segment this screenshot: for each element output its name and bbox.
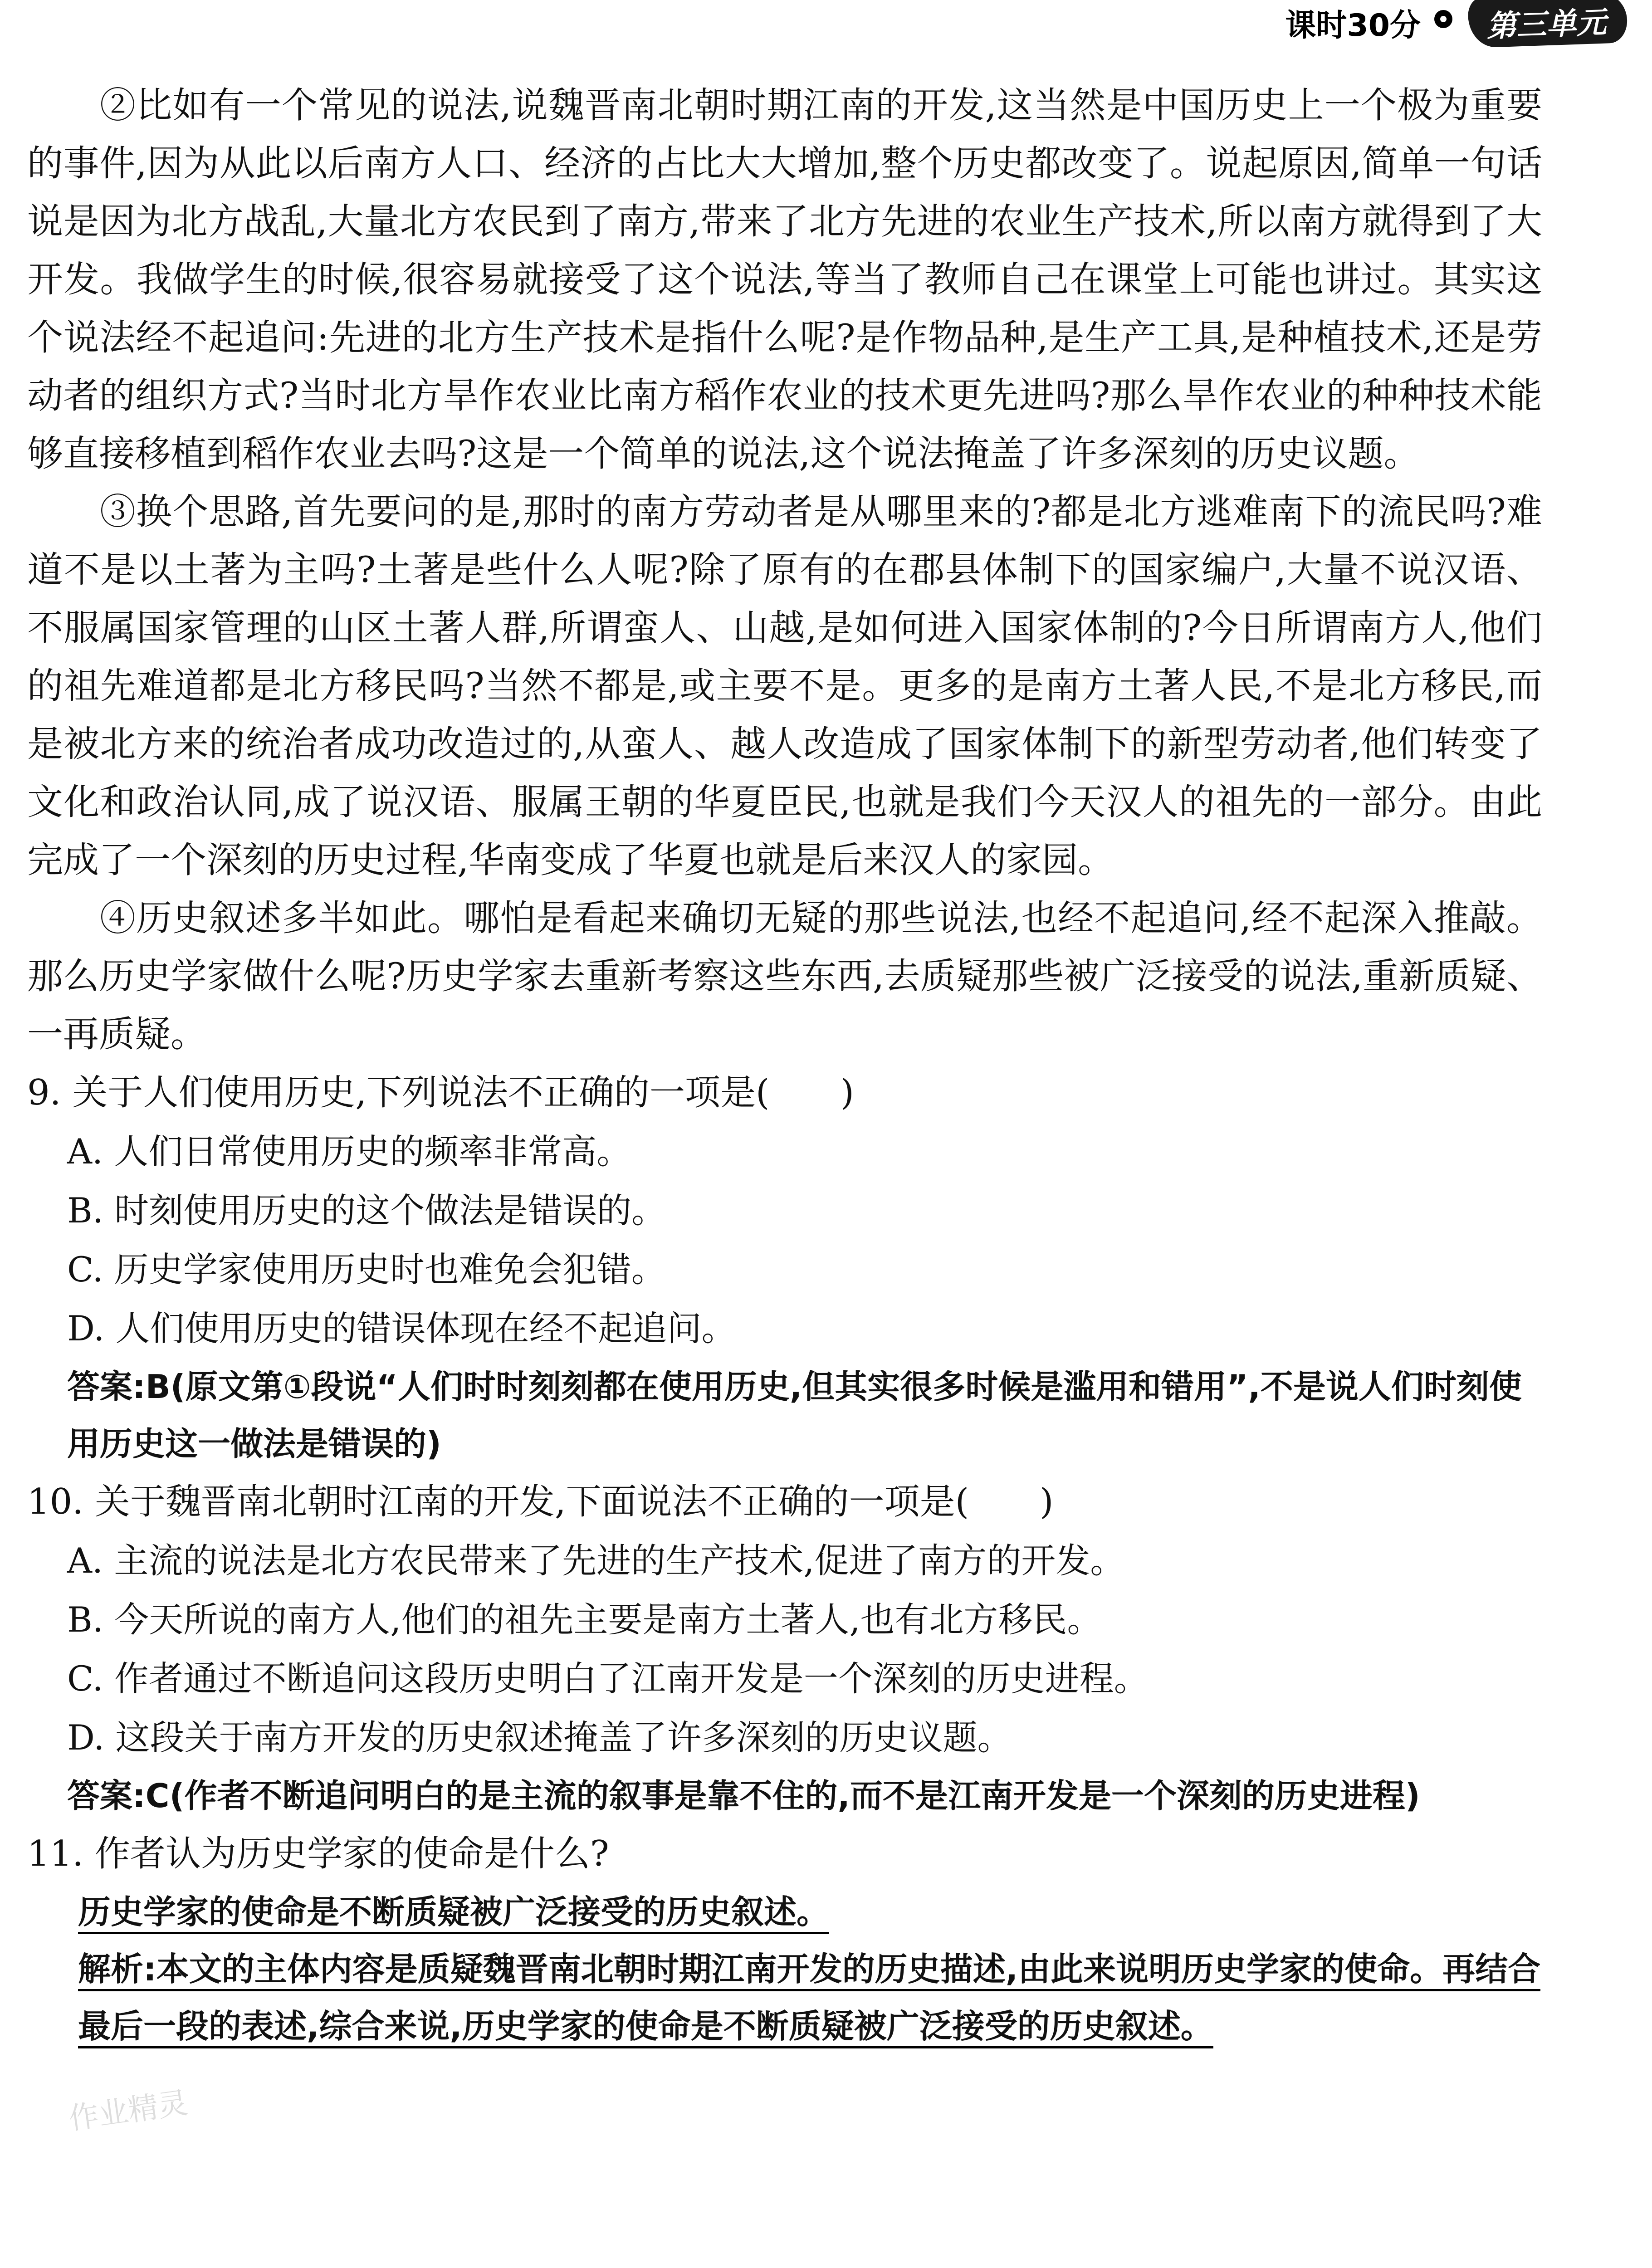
section-label: 课时30分	[1285, 8, 1421, 44]
question-11	[27, 1824, 1542, 2055]
page-header	[1198, 0, 1652, 50]
answer-text: 答案:C(作者不断追问明白的是主流的叙事是靠不住的,而不是江南开发是一个深刻的历史进程)	[67, 1777, 1420, 1815]
unit-label: 第三单元	[1486, 4, 1607, 44]
question-10	[27, 1472, 1542, 1824]
question-9	[27, 1063, 1542, 1472]
bullet-dot-icon	[1434, 10, 1452, 28]
answer-text: 答案:B(原文第①段说“人们时时刻刻都在使用历史,但其实很多时候是滥用和错用”,不是说人们时刻使用历史这一做法是错误的)	[67, 1368, 1522, 1463]
passage-paragraph-2: ②比如有一个常见的说法,说魏晋南北朝时期江南的开发,这当然是中国历史上一个极为重要的事件,因为从此以后南方人口、经济的占比大大增加,整个历史都改变了。说起原因,简单一句话说是因为北方战乱,大量北方农民到了南方,带来了北方先进的农业生产技术,所以南方就得到了大开发。我做学生的时候,很容易就接受了这个说法,等当了教师自己在课堂上可能也讲过。其实这个说法经不起追问:先进的北方生产技术是指什么呢?是作物品种,是生产工具,是种植技术,还是劳动者的组织方式?当时北方旱作农业比南方稻作农业的技术更先进吗?那么旱作农业的种种技术能够直接移植到稻作农业去吗?这是一个简单的说法,这个说法掩盖了许多深刻的历史议题。	[27, 84, 1542, 474]
unit-tag	[1467, 0, 1628, 48]
question-stem: 10. 关于魏晋南北朝时江南的开发,下面说法不正确的一项是( )	[27, 1481, 1054, 1522]
question-stem: 9. 关于人们使用历史,下列说法不正确的一项是( )	[27, 1072, 854, 1113]
answer-line	[78, 1883, 1542, 1941]
passage-paragraph-4: ④历史叙述多半如此。哪怕是看起来确切无疑的那些说法,也经不起追问,经不起深入推敲。那么历史学家做什么呢?历史学家去重新考察这些东西,去质疑那些被广泛接受的说法,重新质疑、一再质疑。	[27, 897, 1542, 1055]
option-b: B. 今天所说的南方人,他们的祖先主要是南方土著人,也有北方移民。	[67, 1599, 1102, 1640]
option-b: B. 时刻使用历史的这个做法是错误的。	[67, 1190, 666, 1231]
option-d: D. 人们使用历史的错误体现在经不起追问。	[67, 1308, 736, 1349]
question-stem: 11. 作者认为历史学家的使命是什么?	[27, 1833, 609, 1874]
analysis-text: 解析:本文的主体内容是质疑魏晋南北朝时期江南开发的历史描述,由此来说明历史学家的使命。再结合最后一段的表述,综合来说,历史学家的使命是不断质疑被广泛接受的历史叙述。	[78, 1950, 1540, 2048]
page-content	[27, 76, 1542, 2055]
option-a: A. 人们日常使用历史的频率非常高。	[67, 1131, 631, 1172]
option-c: C. 作者通过不断追问这段历史明白了江南开发是一个深刻的历史进程。	[67, 1658, 1149, 1699]
watermark: 作业精灵	[66, 2085, 190, 2136]
option-a: A. 主流的说法是北方农民带来了先进的生产技术,促进了南方的开发。	[67, 1540, 1125, 1581]
analysis	[78, 1941, 1542, 2055]
passage-paragraph-3: ③换个思路,首先要问的是,那时的南方劳动者是从哪里来的?都是北方逃难南下的流民吗?难道不是以土著为主吗?土著是些什么人呢?除了原有的在郡县体制下的国家编户,大量不说汉语、不服属国家管理的山区土著人群,所谓蛮人、山越,是如何进入国家体制的?今日所谓南方人,他们的祖先难道都是北方移民吗?当然不都是,或主要不是。更多的是南方土著人民,不是北方移民,而是被北方来的统治者成功改造过的,从蛮人、越人改造成了国家体制下的新型劳动者,他们转变了文化和政治认同,成了说汉语、服属王朝的华夏臣民,也就是我们今天汉人的祖先的一部分。由此完成了一个深刻的历史过程,华南变成了华夏也就是后来汉人的家园。	[27, 491, 1542, 881]
option-d: D. 这段关于南方开发的历史叙述掩盖了许多深刻的历史议题。	[67, 1717, 1012, 1758]
answer-line-text: 历史学家的使命是不断质疑被广泛接受的历史叙述。	[78, 1893, 829, 1934]
option-c: C. 历史学家使用历史时也难免会犯错。	[67, 1249, 666, 1290]
